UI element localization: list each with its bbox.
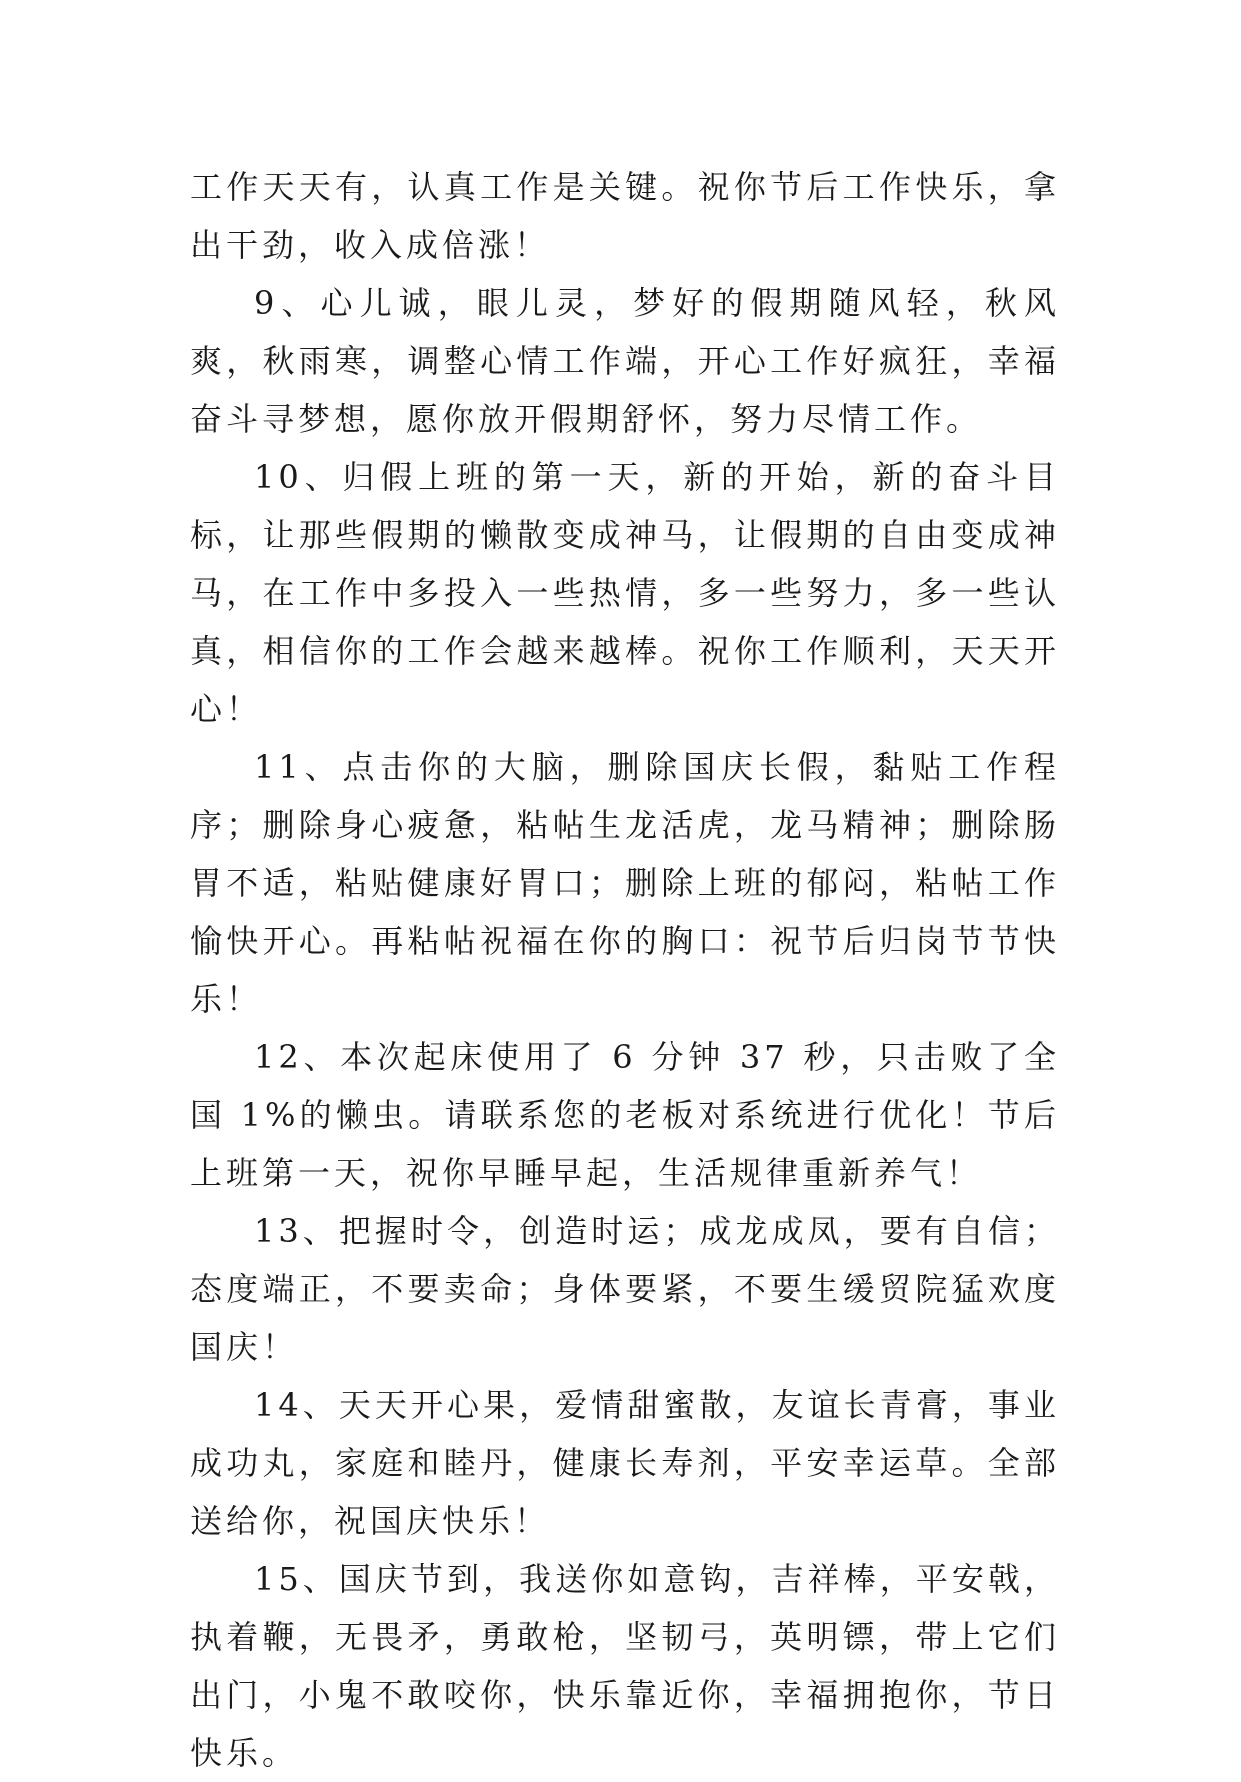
- paragraph-15: 15、国庆节到，我送你如意钩，吉祥棒，平安戟，执着鞭，无畏矛，勇敢枪，坚韧弓，英明镖，带上它们出门，小鬼不敢咬你，快乐靠近你，幸福拥抱你，节日快乐。: [190, 1560, 1060, 1772]
- paragraph-14: 14、天天开心果，爱情甜蜜散，友谊长青膏，事业成功丸，家庭和睦丹，健康长寿剂，平安幸运草。全部送给你，祝国庆快乐！: [190, 1386, 1060, 1540]
- paragraph-13: 13、把握时令，创造时运；成龙成凤，要有自信；态度端正，不要卖命；身体要紧，不要生缓贸院猛欢度国庆！: [190, 1212, 1060, 1366]
- document-body: [190, 158, 1060, 1782]
- paragraph-12: 12、本次起床使用了 6 分钟 37 秒，只击败了全国 1%的懒虫。请联系您的老板对系统进行优化！节后上班第一天，祝你早睡早起，生活规律重新养气！: [190, 1038, 1060, 1192]
- paragraph-10: 10、归假上班的第一天，新的开始，新的奋斗目标，让那些假期的懒散变成神马，让假期的自由变成神马，在工作中多投入一些热情，多一些努力，多一些认真，相信你的工作会越来越棒。祝你工作顺利，天天开心！: [190, 458, 1060, 728]
- paragraph-continuation: 工作天天有，认真工作是关键。祝你节后工作快乐，拿出干劲，收入成倍涨！: [190, 168, 1060, 264]
- paragraph-11: 11、点击你的大脑，删除国庆长假，黏贴工作程序；删除身心疲惫，粘帖生龙活虎，龙马精神；删除肠胃不适，粘贴健康好胃口；删除上班的郁闷，粘帖工作愉快开心。再粘帖祝福在你的胸口：祝节后归岗节节快乐！: [190, 748, 1060, 1018]
- paragraph-9: 9、心儿诚，眼儿灵，梦好的假期随风轻，秋风爽，秋雨寒，调整心情工作端，开心工作好疯狂，幸福奋斗寻梦想，愿你放开假期舒怀，努力尽情工作。: [190, 284, 1060, 438]
